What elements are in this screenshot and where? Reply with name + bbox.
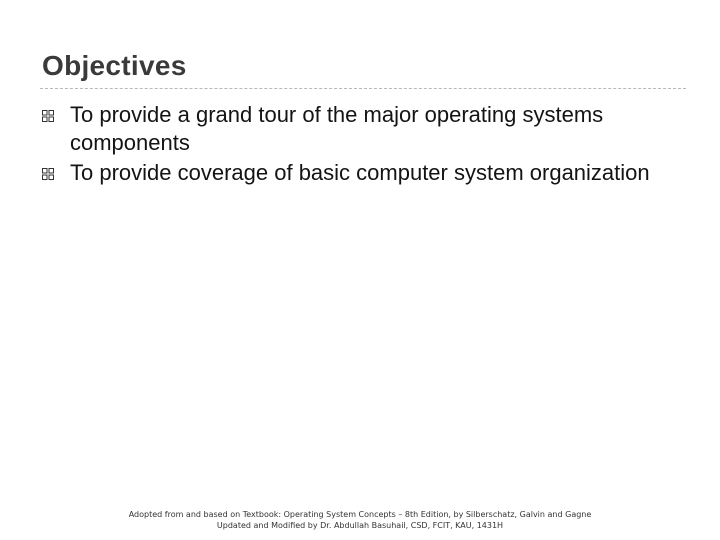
footer-author-line: Updated and Modified by Dr. Abdullah Basuhail, CSD, FCIT, KAU, 1431H: [216, 521, 504, 530]
box-bullet-icon: [42, 110, 54, 122]
slide-footer: [60, 509, 660, 531]
title-divider: [40, 88, 686, 89]
footer-source-line: Adopted from and based on Textbook: Operating System Concepts – 8th Edition, by Silberschatz, Galvin and Gagne: [128, 510, 592, 519]
bullet-list: [40, 101, 660, 189]
bullet-text: To provide a grand tour of the major operating systems components: [70, 102, 604, 155]
bullet-text: To provide coverage of basic computer system organization: [70, 160, 650, 185]
bullet-item: [40, 159, 660, 187]
slide-title: Objectives: [42, 50, 187, 81]
box-bullet-icon: [42, 168, 54, 180]
bullet-item: [40, 101, 660, 157]
